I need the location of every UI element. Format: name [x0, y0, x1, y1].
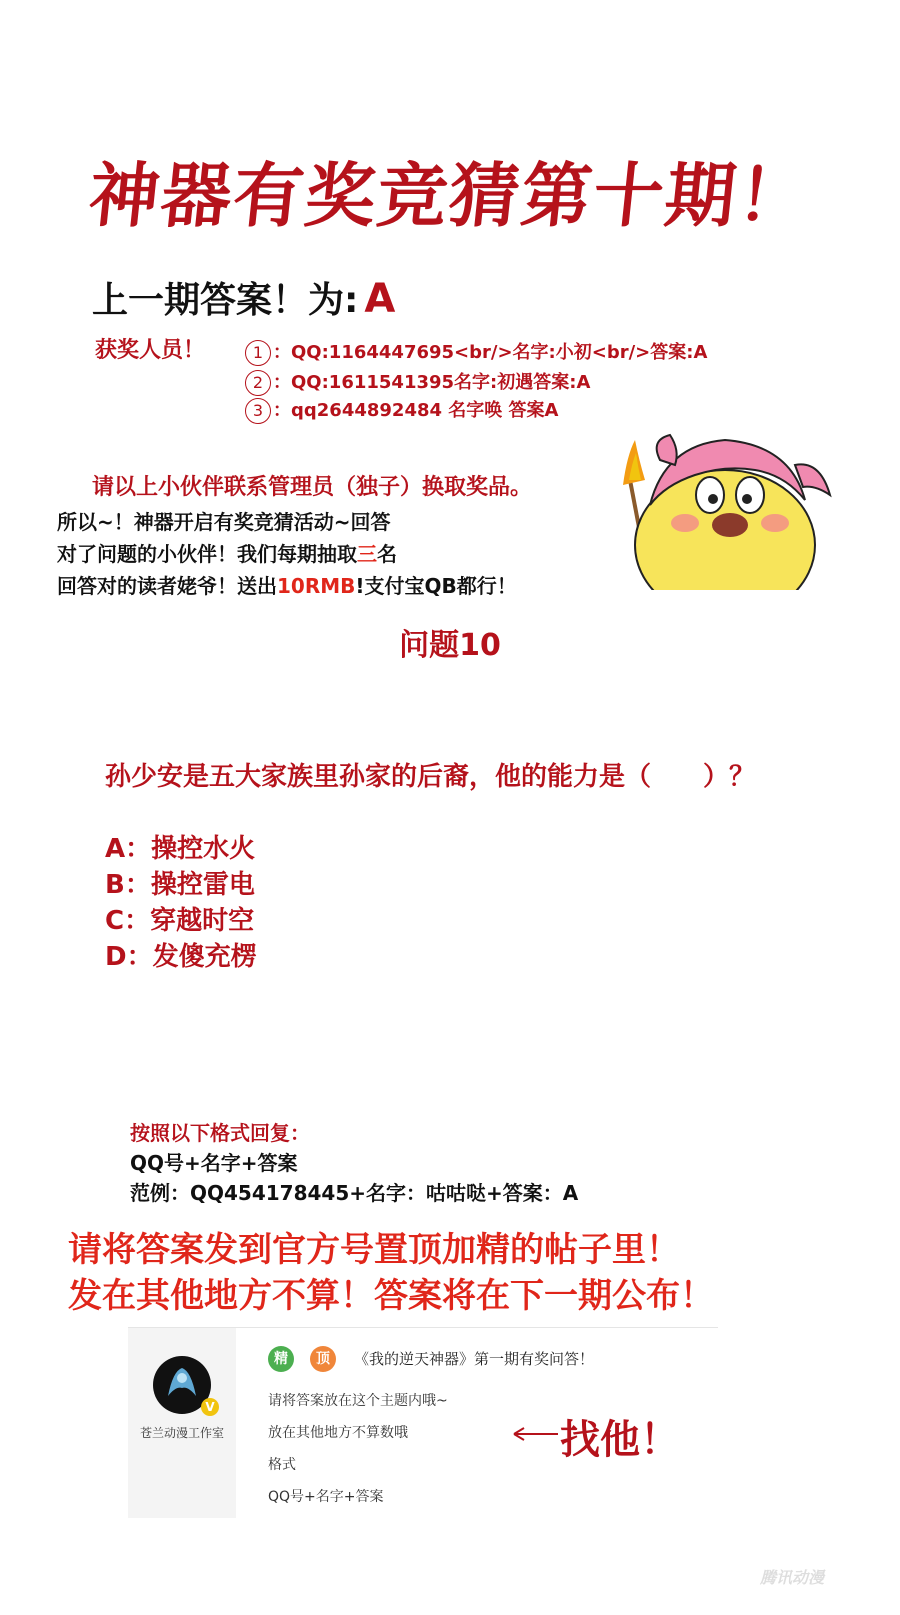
winner-item: 3 ：qq2644892484 名字唤 答案A	[245, 396, 558, 424]
circled-number: 2	[245, 370, 271, 396]
intro-line-1: 所以~！神器开启有奖竞猜活动~回答	[57, 510, 391, 534]
circled-number: 3	[245, 398, 271, 424]
intro-text: 名	[377, 542, 397, 566]
winner-item: 1 ：QQ:1164447695<br/>名字:小初<br/>答案:A	[245, 338, 707, 366]
featured-tag: 精	[268, 1346, 294, 1372]
option-b: B：操控雷电	[105, 870, 255, 900]
question-number: 问题10	[399, 628, 501, 663]
post-line: 格式	[268, 1457, 296, 1473]
previous-answer-label: 上一期答案！为:	[92, 280, 359, 321]
post-title[interactable]: 《我的逆天神器》第一期有奖问答！	[354, 1350, 595, 1368]
studio-name[interactable]: 苍兰动漫工作室	[139, 1426, 224, 1440]
intro-text: 对了问题的小伙伴！我们每期抽取	[57, 542, 357, 566]
notice-line-1: 请将答案发到官方号置顶加精的帖子里！	[68, 1230, 680, 1270]
winner-item: 2 ：QQ:1611541395名字:初遇答案:A	[245, 368, 590, 396]
contact-admin-text: 请以上小伙伴联系管理员（独子）换取奖品。	[92, 475, 533, 500]
notice-line-2: 发在其他地方不算！答案将在下一期公布！	[68, 1276, 714, 1316]
post-line: 请将答案放在这个主题内哦~	[268, 1393, 448, 1409]
reply-format-line: QQ号+名字+答案	[130, 1151, 298, 1175]
option-a: A：操控水火	[105, 834, 256, 864]
intro-line-2	[57, 538, 397, 567]
post-line: QQ号+名字+答案	[268, 1489, 384, 1505]
winners-label: 获奖人员！	[95, 338, 206, 363]
winner-text: qq2644892484 名字唤 答案A	[291, 400, 559, 421]
circled-number: 1	[245, 340, 271, 366]
verified-badge-icon: V	[201, 1398, 219, 1416]
previous-answer	[92, 272, 395, 323]
winner-text: QQ:1164447695<br/>名字:小初<br/>答案:A	[291, 342, 708, 363]
previous-answer-value: A	[364, 276, 396, 322]
reply-format-example: 范例：QQ454178445+名字：咕咕哒+答案：A	[130, 1181, 579, 1205]
find-him-label: 找他！	[560, 1417, 680, 1463]
intro-highlight: 三	[357, 542, 377, 566]
watermark: 腾讯动漫	[760, 1568, 825, 1587]
page-title: 神器有奖竞猜第十期！	[85, 155, 814, 237]
intro-line-3	[57, 570, 517, 599]
chick-mascot-illustration	[605, 425, 835, 590]
intro-text: !支付宝QB都行！	[355, 574, 517, 598]
left-arrow-icon	[512, 1426, 560, 1442]
intro-highlight: 10RMB	[277, 574, 356, 598]
reply-format-title: 按照以下格式回复：	[130, 1121, 310, 1145]
question-text: 孙少安是五大家族里孙家的后裔，他的能力是（ ）？	[105, 762, 756, 792]
option-d: D：发傻充楞	[105, 942, 257, 972]
option-c: C：穿越时空	[105, 906, 255, 936]
winner-text: QQ:1611541395名字:初遇答案:A	[291, 372, 591, 393]
intro-text: 回答对的读者姥爷！送出	[57, 574, 277, 598]
pinned-tag: 顶	[310, 1346, 336, 1372]
author-panel	[128, 1328, 236, 1518]
post-line: 放在其他地方不算数哦	[268, 1425, 408, 1441]
